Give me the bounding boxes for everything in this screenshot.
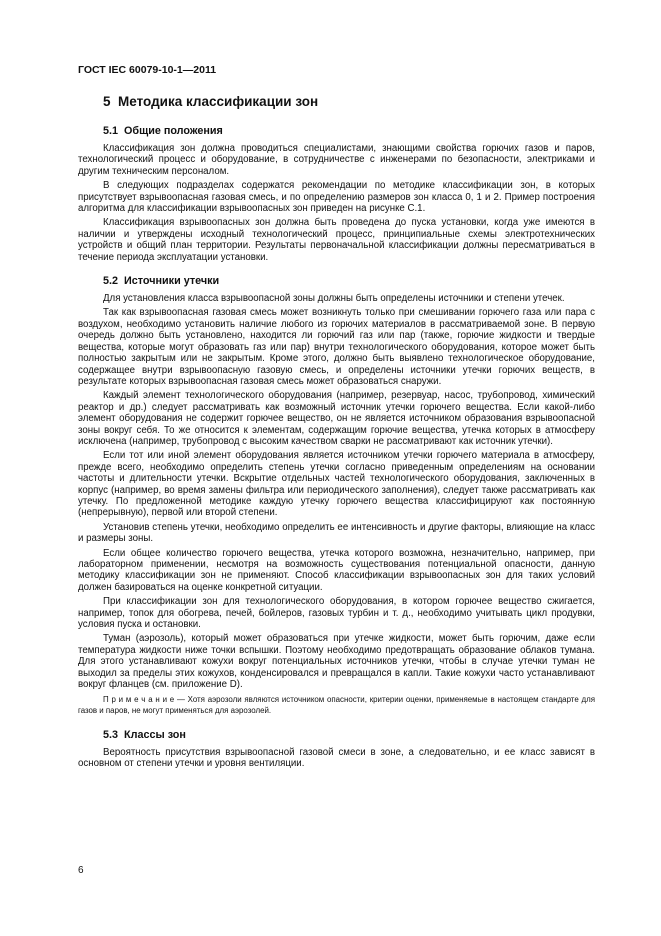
page-body — [78, 94, 595, 772]
note: П р и м е ч а н и е — Хотя аэрозоли являются источником опасности, критерии оценки, применяемые в настоящем стандарте для газов и паров, не могут применяться для аэрозолей. — [78, 695, 595, 716]
standard-header: ГОСТ IEC 60079-10-1—2011 — [78, 64, 217, 76]
paragraph: Для установления класса взрывоопасной зоны должны быть определены источники и степени утечек. — [103, 293, 565, 305]
subsection-heading-5-3 — [103, 729, 595, 741]
subsection-heading-5-1 — [103, 125, 595, 137]
paragraph: Вероятность присутствия взрывоопасной газовой смеси в зоне, а следовательно, и ее класс зависят в основном от степени утечки и уровня вентиляции. — [78, 746, 595, 770]
page-number: 6 — [78, 865, 84, 876]
section-title: Методика классификации зон — [118, 94, 319, 109]
subsection-number: 5.2 — [103, 275, 119, 288]
paragraph: В следующих подразделах содержатся рекомендации по методике классификации зон, в которых присутствует взрывоопасная газовая смесь, и по определению размеров зон класса 0, 1 и 2. Пример построения алгоритма для классификации взрывоопасных зон приведен на рисунке С.1. — [78, 180, 595, 215]
paragraph: Установив степень утечки, необходимо определить ее интенсивность и другие факторы, влияющие на класс и размеры зоны. — [78, 521, 595, 545]
paragraph: Если общее количество горючего вещества, утечка которого возможна, незначительно, например, при лабораторном применении, несмотря на возможность существования потенциальной опасности, данную методику классификации зон не применяют. Способ классификации взрывоопасных зон для таких условий должен базироваться на оценке конкретной ситуации. — [78, 547, 595, 593]
paragraph: Если тот или иной элемент оборудования является источником утечки горючего материала в атмосферу, прежде всего, необходимо определить степень утечки согласно приведенным определениям на основании частоты и длительности утечки. Вскрытие отдельных частей технологического оборудования, заключенных в корпус (например, во время замены фильтра или периодического заполнения), следует также рассматривать как утечку. По предложенной методике каждую утечку горючего вещества классифицируют как постоянную (непрерывную), первой или второй степени. — [78, 450, 595, 519]
paragraph: Каждый элемент технологического оборудования (например, резервуар, насос, трубопровод, химический реактор и др.) следует рассматривать как возможный источник утечки горючего вещества. Если какой-либо элемент оборудования не содержит горючее вещество, он не является источником образования взрывоопасной зоны вокруг себя. То же относится к элементам, содержащим горючие вещества, утечка которых в атмосферу исключена (например, трубопровод с высоким качеством сварки не рассматривают как источник утечки). — [78, 390, 595, 447]
subsection-title: Общие положения — [124, 125, 223, 137]
paragraph: Туман (аэрозоль), который может образоваться при утечке жидкости, может быть горючим, даже если температура жидкости ниже точки вспышки. Поэтому необходимо предотвращать образование облаков тумана. Для этого устанавливают кожухи вокруг потенциальных источников утечки, чтобы в случае утечки туман не выходил за пределы этих кожухов, конденсировался и превращался в капли. Такие кожухи часто устанавливают вокруг фланцев (см. приложение D). — [78, 633, 595, 691]
subsection-number: 5.1 — [103, 125, 119, 137]
section-number: 5 — [103, 94, 111, 109]
section-heading — [103, 94, 595, 109]
subsection-title: Классы зон — [124, 728, 186, 741]
subsection-title: Источники утечки — [124, 275, 220, 288]
subsection-number: 5.3 — [103, 728, 119, 741]
paragraph: При классификации зон для технологического оборудования, в котором горючее вещество сжигается, например, топок для обогрева, печей, бойлеров, газовых турбин и т. д., необходимо учитывать цикл продувки, условия пуска и остановки. — [78, 596, 595, 631]
paragraph: Классификация зон должна проводиться специалистами, знающими свойства горючих газов и паров, технологический процесс и оборудование, в сотрудничестве с инженерами по безопасности, электриками и другим техническим персоналом. — [78, 143, 595, 177]
paragraph: Так как взрывоопасная газовая смесь может возникнуть только при смешивании горючего газа или пара с воздухом, необходимо установить наличие любого из горючих материалов в рассматриваемой зоне. В первую очередь должно быть установлено, находится ли горючий газ или пар (также, горючие жидкости и твердые вещества, которые могут образовать газ или пар) внутри технологического оборудования, которое может быть полностью закрытым или не закрытым. Кроме этого, должно быть выявлено технологическое оборудование, содержащее внутри взрывоопасную газовую смесь, и определены источники утечки горючих веществ, в результате которых взрывоопасная газовая смесь может образоваться снаружи. — [78, 307, 595, 387]
paragraph: Классификация взрывоопасных зон должна быть проведена до пуска установки, когда уже имеются в наличии и утверждены исходный технологический процесс, принципиальные схемы электротехнических устройств и общий план территории. Результаты первоначальной классификации должны пересматриваться в течение периода эксплуатации установки. — [78, 217, 595, 263]
subsection-heading-5-2 — [103, 275, 595, 287]
